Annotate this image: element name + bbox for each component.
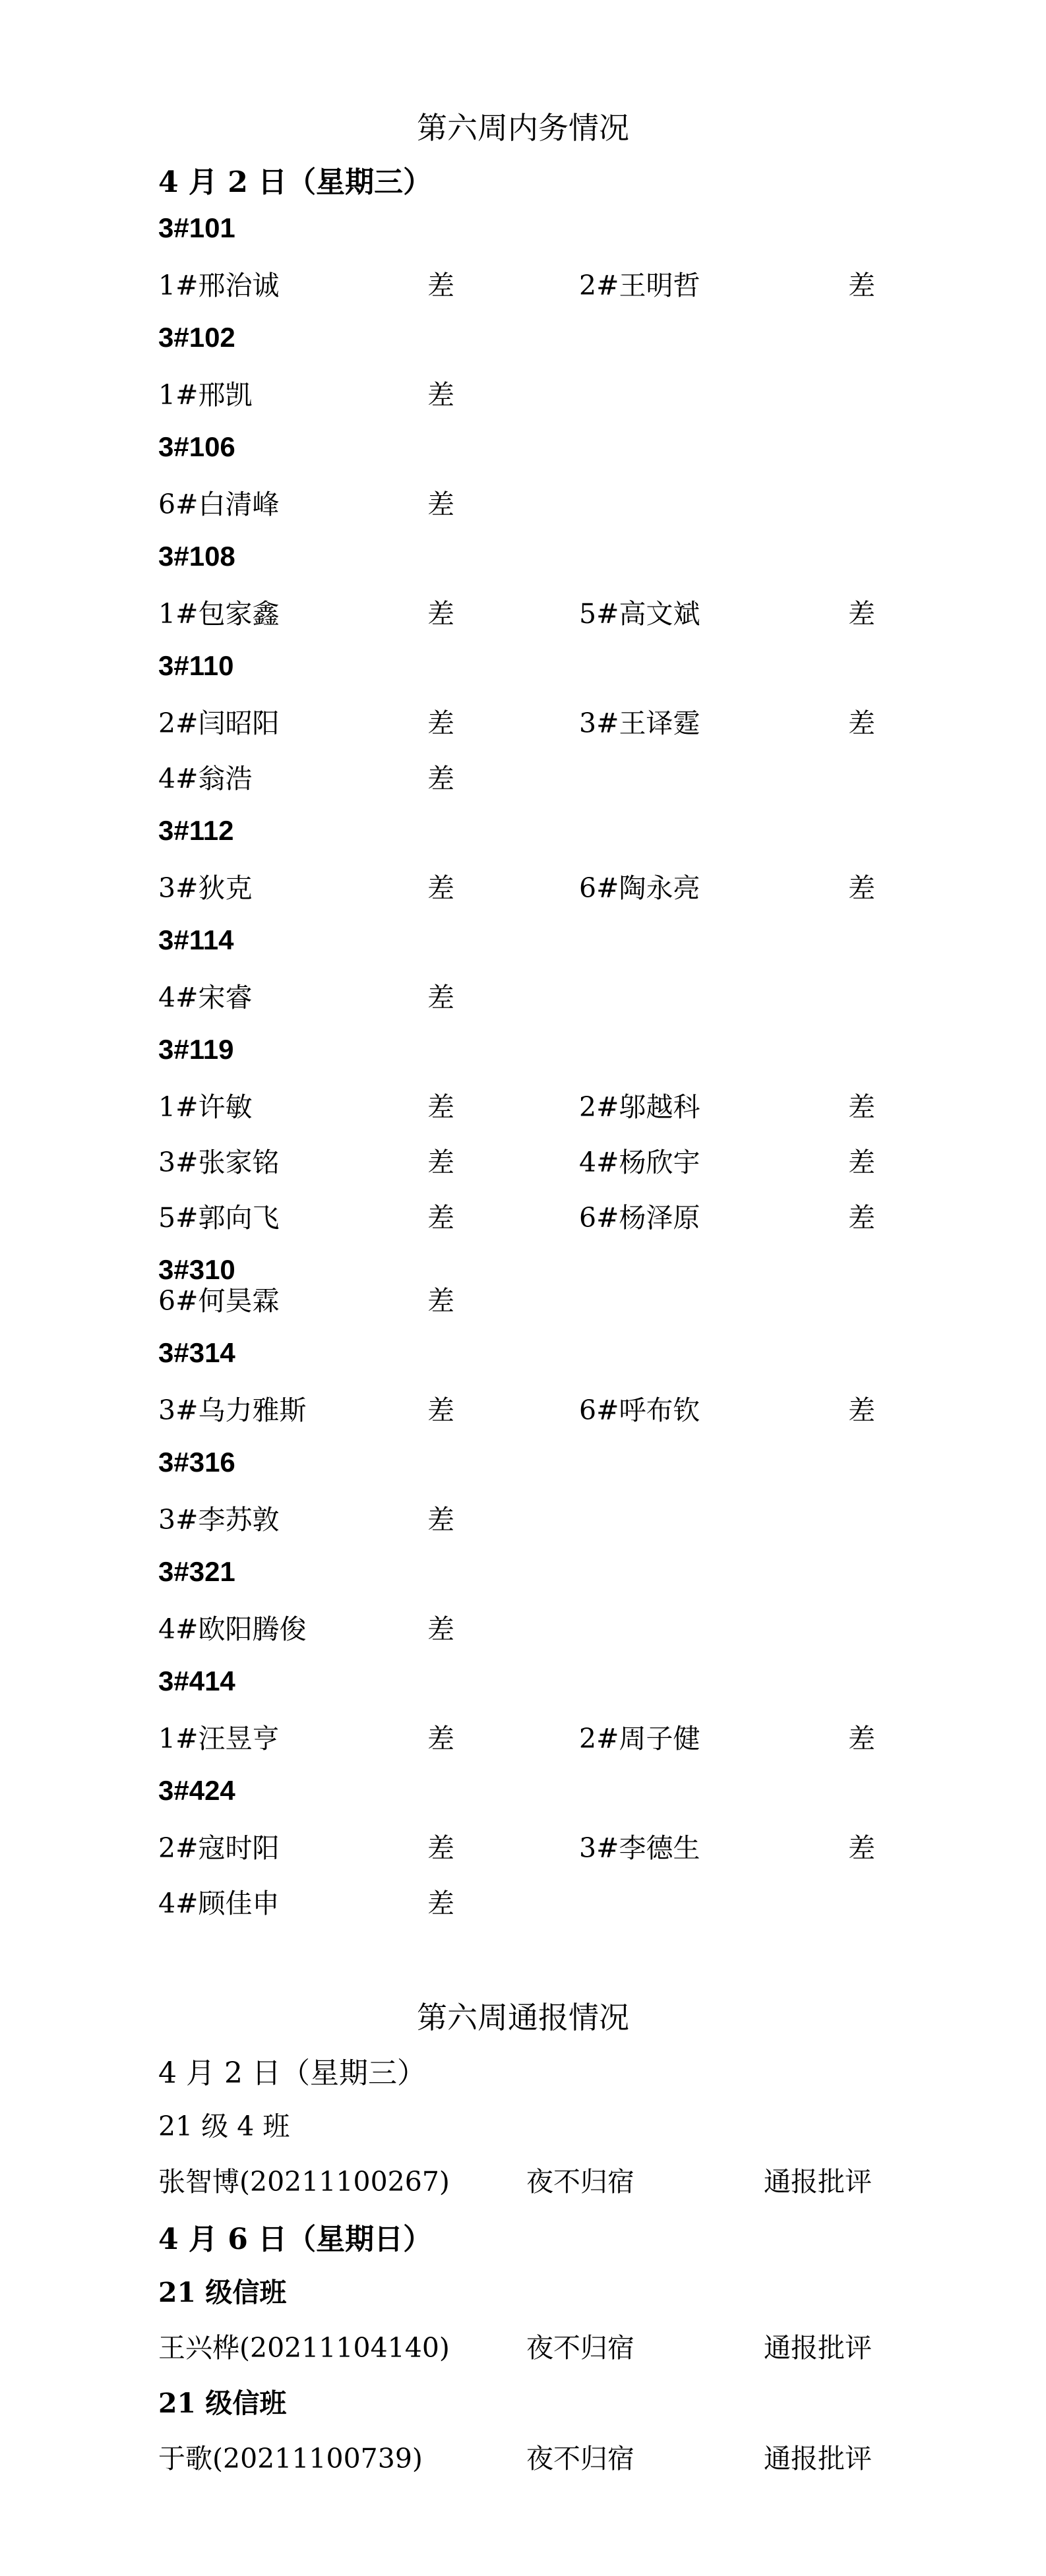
violation-reason: 夜不归宿: [526, 2166, 634, 2198]
room-number: 3#414: [158, 1665, 235, 1696]
notice-date: 4 月 6 日（星期日）: [158, 2223, 433, 2256]
disciplinary-action: 通报批评: [764, 2332, 872, 2364]
student-name: 2#寇时阳: [158, 1832, 280, 1864]
student-name: 5#高文斌: [579, 598, 700, 630]
student-name: 1#邢治诚: [158, 270, 280, 301]
dormitory-date: 4 月 2 日（星期三）: [158, 165, 433, 199]
dormitory-title: 第六周内务情况: [417, 110, 629, 146]
room-number: 3#119: [158, 1034, 234, 1065]
inspection-grade: 差: [848, 270, 875, 301]
student-name: 3#李德生: [579, 1832, 700, 1864]
inspection-grade: 差: [427, 598, 454, 630]
student-name: 2#邬越科: [579, 1091, 700, 1123]
student-record: 王兴桦(20211104140): [158, 2332, 450, 2364]
student-name: 6#何昊霖: [158, 1285, 280, 1317]
student-name: 4#杨欣宇: [579, 1147, 700, 1178]
disciplinary-action: 通报批评: [764, 2443, 872, 2474]
student-record: 张智博(20211100267): [158, 2166, 450, 2198]
student-name: 2#周子健: [579, 1723, 700, 1754]
inspection-grade: 差: [427, 1613, 454, 1645]
student-name: 6#呼布钦: [579, 1394, 700, 1426]
room-number: 3#102: [158, 322, 235, 353]
room-number: 3#106: [158, 431, 235, 462]
room-number: 3#112: [158, 815, 234, 846]
inspection-grade: 差: [848, 707, 875, 739]
inspection-grade: 差: [848, 1394, 875, 1426]
student-name: 3#王译霆: [579, 707, 700, 739]
violation-reason: 夜不归宿: [526, 2332, 634, 2364]
student-name: 6#杨泽原: [579, 1202, 700, 1234]
inspection-grade: 差: [848, 1723, 875, 1754]
inspection-grade: 差: [427, 1202, 454, 1234]
inspection-grade: 差: [427, 1147, 454, 1178]
student-name: 4#欧阳腾俊: [158, 1613, 307, 1645]
room-number: 3#310: [158, 1254, 235, 1285]
inspection-grade: 差: [427, 270, 454, 301]
class-name: 21 级信班: [158, 2277, 287, 2308]
inspection-grade: 差: [848, 1202, 875, 1234]
student-name: 4#宋睿: [158, 982, 253, 1013]
student-name: 1#汪昱亨: [158, 1723, 280, 1754]
inspection-grade: 差: [427, 489, 454, 520]
student-name: 4#顾佳申: [158, 1888, 280, 1919]
inspection-grade: 差: [427, 1285, 454, 1317]
student-name: 2#闫昭阳: [158, 707, 280, 739]
room-number: 3#316: [158, 1447, 235, 1478]
room-number: 3#101: [158, 212, 235, 243]
inspection-grade: 差: [427, 379, 454, 411]
inspection-grade: 差: [848, 598, 875, 630]
room-number: 3#108: [158, 541, 235, 572]
student-name: 6#白清峰: [158, 489, 280, 520]
inspection-grade: 差: [427, 763, 454, 794]
inspection-grade: 差: [427, 1394, 454, 1426]
inspection-grade: 差: [848, 1091, 875, 1123]
student-name: 3#张家铭: [158, 1147, 280, 1178]
student-name: 3#乌力雅斯: [158, 1394, 307, 1426]
student-name: 6#陶永亮: [579, 872, 700, 904]
inspection-grade: 差: [427, 1832, 454, 1864]
student-name: 1#邢凯: [158, 379, 253, 411]
room-number: 3#321: [158, 1556, 235, 1587]
student-name: 2#王明哲: [579, 270, 700, 301]
inspection-grade: 差: [427, 1504, 454, 1536]
room-number: 3#110: [158, 650, 234, 681]
disciplinary-action: 通报批评: [764, 2166, 872, 2198]
student-name: 4#翁浩: [158, 763, 253, 794]
class-name: 21 级 4 班: [158, 2111, 290, 2142]
inspection-grade: 差: [848, 1147, 875, 1178]
student-name: 5#郭向飞: [158, 1202, 280, 1234]
inspection-grade: 差: [848, 1832, 875, 1864]
room-number: 3#314: [158, 1337, 235, 1368]
inspection-grade: 差: [427, 1723, 454, 1754]
student-name: 1#包家鑫: [158, 598, 280, 630]
room-number: 3#114: [158, 924, 234, 955]
student-name: 3#李苏敦: [158, 1504, 280, 1536]
notice-date: 4 月 2 日（星期三）: [158, 2056, 426, 2090]
student-record: 于歌(20211100739): [158, 2443, 423, 2474]
inspection-grade: 差: [427, 1888, 454, 1919]
inspection-grade: 差: [427, 707, 454, 739]
student-name: 1#许敏: [158, 1091, 253, 1123]
inspection-grade: 差: [848, 872, 875, 904]
room-number: 3#424: [158, 1775, 235, 1806]
notices-title: 第六周通报情况: [417, 2000, 629, 2035]
inspection-grade: 差: [427, 1091, 454, 1123]
inspection-grade: 差: [427, 982, 454, 1013]
student-name: 3#狄克: [158, 872, 253, 904]
violation-reason: 夜不归宿: [526, 2443, 634, 2474]
class-name: 21 级信班: [158, 2387, 287, 2419]
inspection-grade: 差: [427, 872, 454, 904]
